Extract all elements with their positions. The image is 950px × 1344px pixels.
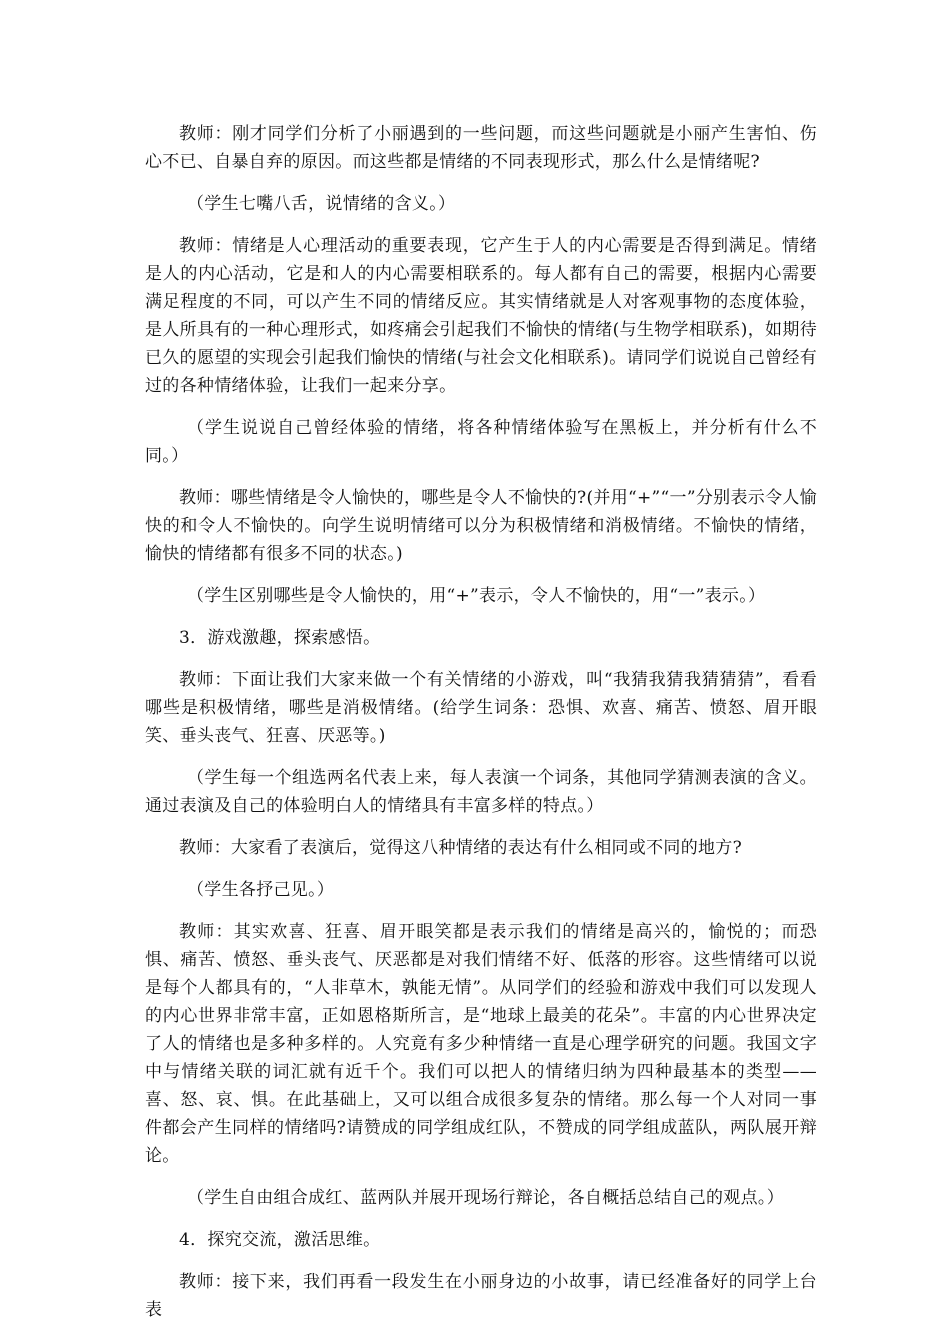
student-note: （学生七嘴八舌，说情绪的含义。）	[187, 194, 456, 214]
teacher-paragraph: 教师：接下来，我们再看一段发生在小丽身边的小故事，请已经准备好的同学上台表	[145, 1272, 817, 1320]
teacher-paragraph: 教师：刚才同学们分析了小丽遇到的一些问题，而这些问题就是小丽产生害怕、伤心不已、自暴自弃的原因。而这些都是情绪的不同表现形式，那么什么是情绪呢?	[145, 124, 817, 172]
section-heading: 3．游戏激趣，探索感悟。	[179, 628, 381, 648]
section-heading: 4．探究交流，激活思维。	[179, 1230, 381, 1250]
student-note: （学生区别哪些是令人愉快的，用“+”表示，令人不愉快的，用“一”表示。）	[187, 586, 766, 606]
student-note: （学生自由组合成红、蓝两队并展开现场行辩论，各自概括总结自己的观点。）	[187, 1188, 784, 1208]
teacher-paragraph: 教师：情绪是人心理活动的重要表现，它产生于人的内心需要是否得到满足。情绪是人的内心活动，它是和人的内心需要相联系的。每人都有自己的需要，根据内心需要满足程度的不同，可以产生不同的情绪反应。其实情绪就是人对客观事物的态度体验，是人所具有的一种心理形式，如疼痛会引起我们不愉快的情绪(与生物学相联系)，如期待已久的愿望的实现会引起我们愉快的情绪(与社会文化相联系)。请同学们说说自己曾经有过的各种情绪体验，让我们一起来分享。	[145, 236, 817, 396]
teacher-paragraph: 教师：其实欢喜、狂喜、眉开眼笑都是表示我们的情绪是高兴的，愉悦的；而恐惧、痛苦、愤怒、垂头丧气、厌恶都是对我们情绪不好、低落的形容。这些情绪可以说是每个人都具有的，“人非草木，孰能无情”。从同学们的经验和游戏中我们可以发现人的内心世界非常丰富，正如恩格斯所言，是“地球上最美的花朵”。丰富的内心世界决定了人的情绪也是多种多样的。人究竟有多少种情绪一直是心理学研究的问题。我国文字中与情绪关联的词汇就有近千个。我们可以把人的情绪归纳为四种最基本的类型——喜、怒、哀、惧。在此基础上，又可以组合成很多复杂的情绪。那么每一个人对同一事件都会产生同样的情绪吗?请赞成的同学组成红队，不赞成的同学组成蓝队，两队展开辩论。	[145, 922, 817, 1166]
teacher-paragraph: 教师：下面让我们大家来做一个有关情绪的小游戏，叫“我猜我猜我猜猜猜”，看看哪些是积极情绪，哪些是消极情绪。(给学生词条：恐惧、欢喜、痛苦、愤怒、眉开眼笑、垂头丧气、狂喜、厌恶等。)	[145, 670, 817, 746]
document-page	[145, 120, 817, 1338]
teacher-paragraph: 教师：大家看了表演后，觉得这八种情绪的表达有什么相同或不同的地方?	[179, 838, 743, 858]
teacher-paragraph: 教师：哪些情绪是令人愉快的，哪些是令人不愉快的?(并用“+”“一”分别表示令人愉快的和令人不愉快的。向学生说明情绪可以分为积极情绪和消极情绪。不愉快的情绪，愉快的情绪都有很多不同的状态。)	[145, 488, 817, 564]
student-note: （学生每一个组选两名代表上来，每人表演一个词条，其他同学猜测表演的含义。通过表演及自己的体验明白人的情绪具有丰富多样的特点。）	[145, 768, 817, 816]
student-note: （学生说说自己曾经体验的情绪，将各种情绪体验写在黑板上，并分析有什么不同。）	[145, 418, 817, 466]
student-note: （学生各抒己见。）	[187, 880, 335, 900]
